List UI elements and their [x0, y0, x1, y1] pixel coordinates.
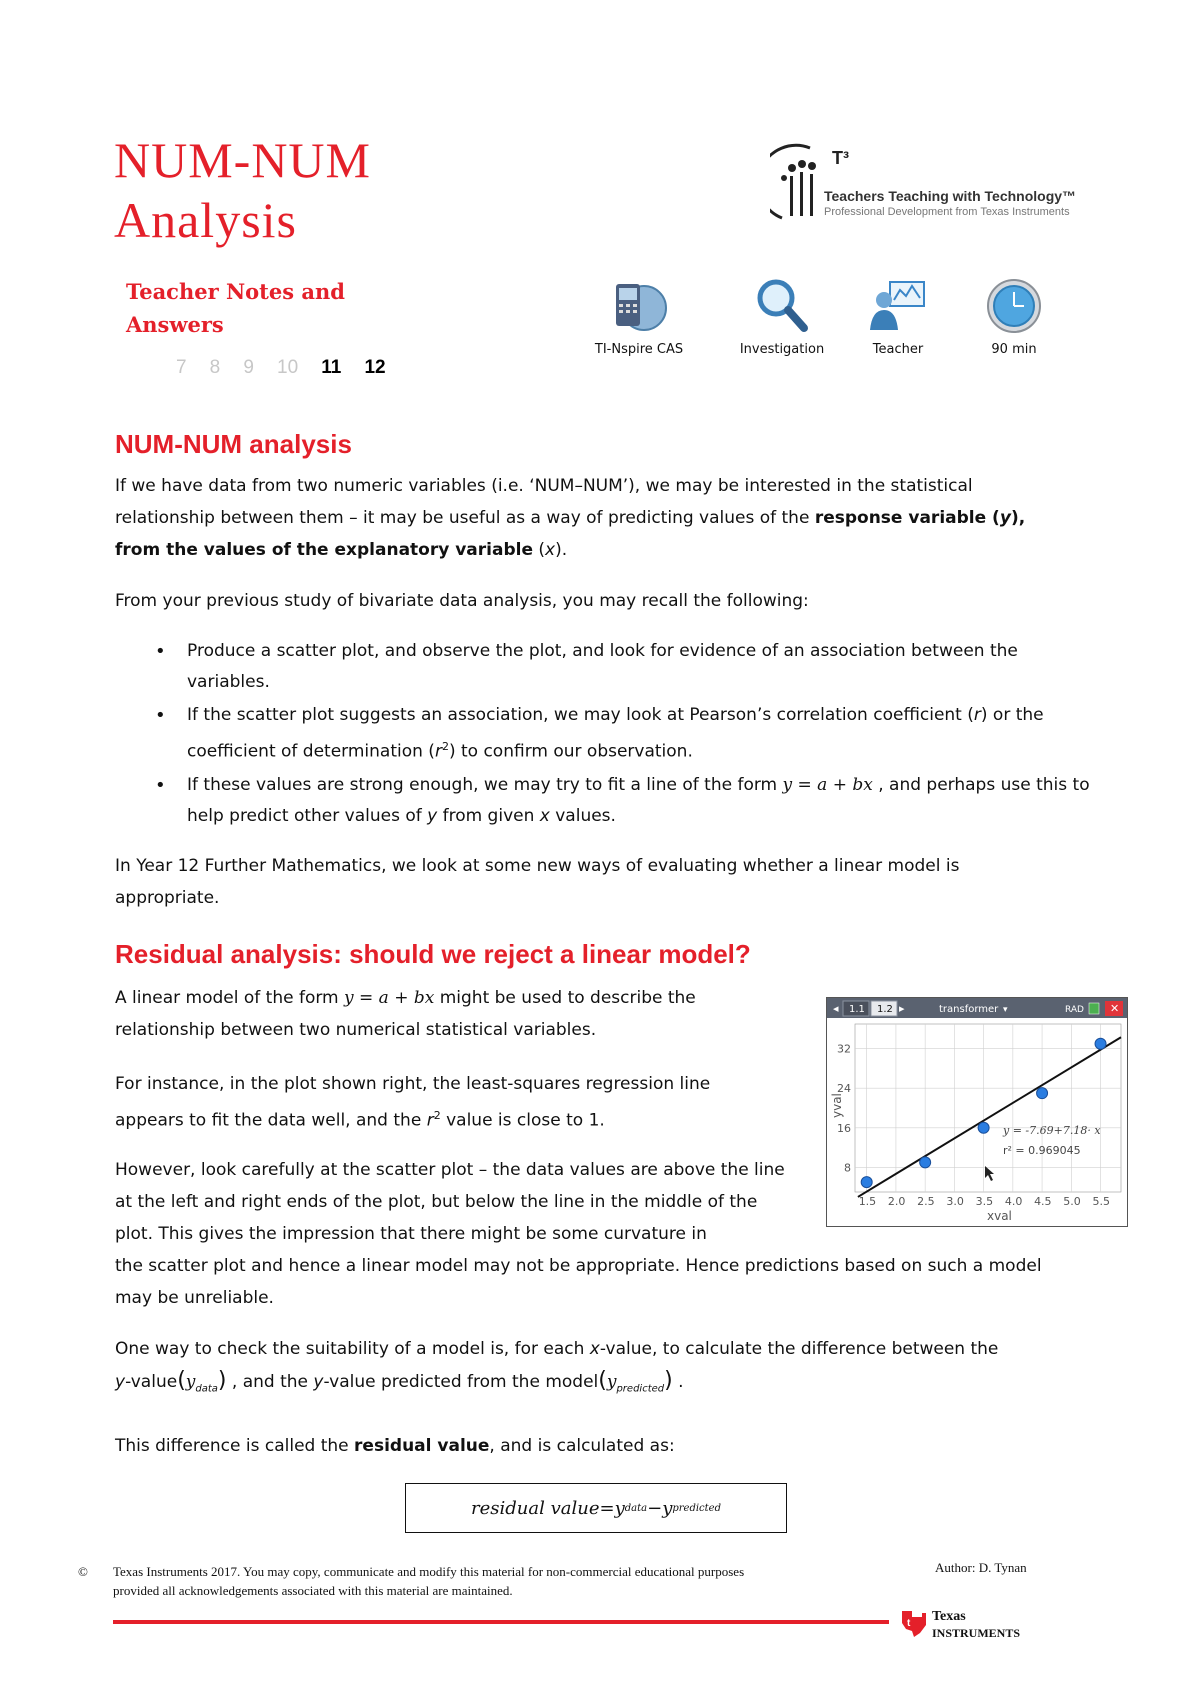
- x-axis-label: xval: [987, 1209, 1012, 1223]
- section2-paragraph4: One way to check the suitability of a model is, for each x-value, to calculate the difference between the $y-value(y_{data})$ , and the y-value predicted from the $model(y_{predicted})$ .: [115, 1339, 999, 1395]
- calc-tab-1-label: 1.1: [849, 1004, 865, 1015]
- icon-label-calculator: TI-Nspire CAS: [594, 342, 684, 357]
- year-11: 11: [321, 357, 342, 378]
- subtitle: [126, 275, 406, 341]
- data-point: [861, 1177, 872, 1188]
- section2-paragraph3b: the scatter plot and hence a linear model may not be appropriate. Hence predictions based on such a model may be unreliable.: [115, 1256, 1042, 1308]
- x-tick-label: 4.0: [1004, 1195, 1023, 1208]
- section1-paragraph2: From your previous study of bivariate data analysis, you may recall the following:: [115, 591, 809, 611]
- svg-text:t: t: [907, 1618, 911, 1629]
- resource-icon-teacher: [868, 278, 928, 338]
- y-axis-label: yval: [830, 1093, 844, 1118]
- year-levels: [176, 357, 404, 379]
- x-tick-label: 5.0: [1063, 1195, 1081, 1208]
- x-tick-label: 4.5: [1034, 1195, 1052, 1208]
- clock-icon: [986, 278, 1042, 334]
- calculator-screenshot: [826, 997, 1128, 1227]
- year-7: 7: [176, 357, 187, 378]
- copyright-notice: [113, 1562, 873, 1600]
- y-tick-label: 32: [837, 1042, 851, 1056]
- year-12: 12: [364, 357, 386, 378]
- calc-tab-2-label: 1.2: [877, 1004, 893, 1015]
- x-tick-label: 5.5: [1092, 1195, 1111, 1208]
- section2-paragraph2: For instance, in the plot shown right, the least-squares regression line appears to fit the data well, and the $r^2$ value is close to 1.: [115, 1074, 711, 1131]
- icon-label-investigation: Investigation: [739, 342, 825, 357]
- resource-icon-investigation: [752, 276, 812, 340]
- footer-divider: [113, 1620, 889, 1624]
- calc-status: RAD: [1065, 1005, 1084, 1015]
- subtitle-line2: Answers: [126, 312, 224, 337]
- section2-paragraph5: This difference is called the residual value, and is calculated as:: [115, 1436, 675, 1456]
- bullet-scatter: • Produce a scatter plot, and observe the plot, and look for evidence of an association between the variables.: [115, 636, 1090, 698]
- x-tick-label: 3.0: [946, 1195, 964, 1208]
- title-line2: Analysis: [114, 192, 297, 248]
- residual-formula-box: residual value = y data − y predicted: [405, 1483, 787, 1533]
- regression-equation: y = -7.69+7.18· x: [1003, 1124, 1101, 1137]
- page-title: [114, 130, 371, 250]
- icon-label-teacher: Teacher: [872, 342, 924, 357]
- copyright-line2: provided all acknowledgements associated with this material are maintained.: [113, 1583, 513, 1598]
- calc-forward-arrow-icon: ▸: [899, 1002, 905, 1015]
- data-point: [920, 1157, 931, 1168]
- x-tick-label: 3.5: [975, 1195, 994, 1208]
- copyright-symbol: ©: [78, 1564, 88, 1579]
- calc-doc-name: transformer: [939, 1004, 999, 1015]
- ti-logo-line1: Texas: [932, 1609, 966, 1624]
- x-tick-labels: [859, 1195, 1110, 1208]
- x-tick-label: 2.0: [887, 1195, 906, 1208]
- section1-paragraph1: If we have data from two numeric variables (i.e. ‘NUM–NUM’), we may be interested in the statistical relationship between them – it may be useful as a way of predicting values of the response variable (y), from the values of the explanatory variable (x).: [115, 476, 1026, 560]
- bullet-correlation: • If the scatter plot suggests an association, we may look at Pearson’s correlation coefficient (r) or the coefficient of determination $(r^2)$ to confirm our observation.: [115, 700, 1090, 768]
- calc-back-arrow-icon: ◂: [833, 1002, 839, 1015]
- ti-logo-icon: [898, 1607, 928, 1639]
- t3-logo: [770, 140, 1077, 230]
- calculator-plot: [827, 998, 1127, 1226]
- year-9: 9: [243, 357, 254, 378]
- ti-logo: [898, 1607, 1048, 1647]
- calc-battery-icon: [1089, 1003, 1099, 1014]
- data-point: [978, 1122, 989, 1133]
- svg-text:✕: ✕: [1110, 1002, 1120, 1015]
- scatter-plot-area: [837, 1024, 1121, 1208]
- y-tick-label: 16: [837, 1121, 851, 1135]
- section2-paragraph1: A linear model of the form y = a + bx might be used to describe the relationship between two numerical statistical variables.: [115, 988, 696, 1040]
- t3-mark: T³: [832, 148, 849, 168]
- t3-line1: Teachers Teaching with Technology™: [824, 188, 1077, 204]
- year-8: 8: [209, 357, 221, 378]
- y-tick-label: 8: [844, 1161, 851, 1175]
- resource-icon-duration: [986, 278, 1042, 338]
- title-line1: NUM-NUM: [114, 132, 371, 188]
- t3-line2: Professional Development from Texas Instruments: [824, 206, 1070, 218]
- resource-icon-calculator: [608, 278, 668, 338]
- year-10: 10: [277, 357, 299, 378]
- section2-paragraph3a: However, look carefully at the scatter plot – the data values are above the line at the left and right ends of the plot, but below the line in the middle of the plot. This gives the impression that there might be some curvature in: [115, 1160, 785, 1244]
- magnifier-icon: [752, 276, 812, 336]
- author: Author: D. Tynan: [935, 1560, 1027, 1575]
- calculator-icon: [608, 278, 668, 334]
- data-point: [1037, 1088, 1048, 1099]
- teacher-icon: [868, 278, 928, 334]
- calc-dropdown-icon: ▾: [1003, 1005, 1008, 1015]
- x-tick-label: 1.5: [858, 1195, 877, 1208]
- subtitle-line1: Teacher Notes and: [126, 279, 345, 304]
- data-point: [1095, 1038, 1106, 1049]
- x-tick-label: 2.5: [917, 1195, 935, 1208]
- y-tick-label: 24: [837, 1082, 851, 1096]
- bullet-linear-fit: • If these values are strong enough, we may try to fit a line of the form y = a + bx , and perhaps use this to help predict other values of y from given x values.: [115, 770, 1090, 832]
- ti-logo-line2: INSTRUMENTS: [932, 1626, 1021, 1640]
- section2-heading: Residual analysis: should we reject a linear model?: [115, 939, 751, 969]
- r-squared-value: r² = 0.969045: [1003, 1144, 1081, 1157]
- section1-paragraph3: In Year 12 Further Mathematics, we look at some new ways of evaluating whether a linear model is appropriate.: [115, 856, 960, 908]
- copyright-line1: Texas Instruments 2017. You may copy, communicate and modify this material for non-commercial educational purposes: [113, 1564, 745, 1579]
- section1-heading: NUM-NUM analysis: [115, 429, 352, 459]
- section1-bullet-list: [115, 636, 1090, 834]
- icon-label-duration: 90 min: [991, 342, 1037, 357]
